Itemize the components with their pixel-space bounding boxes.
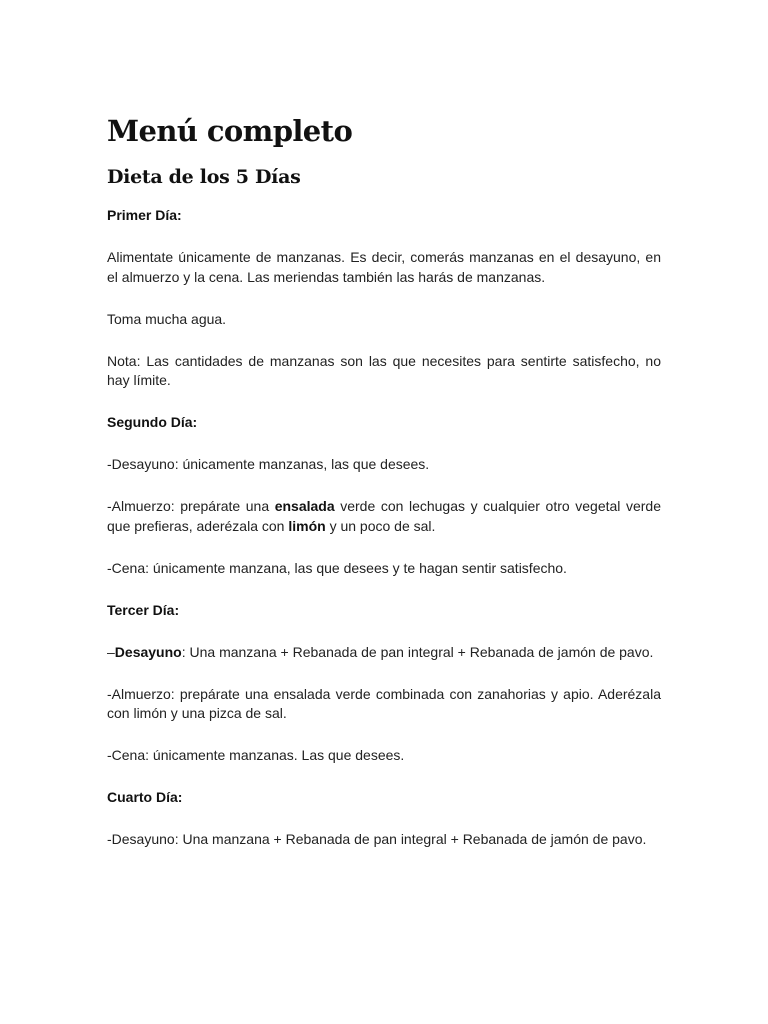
day-2-lunch [107,497,661,536]
day-3-lunch: -Almuerzo: prepárate una ensalada verde combinada con zanahorias y apio. Aderézala con limón y una pizca de sal. [107,685,661,721]
day-3-breakfast [107,643,661,663]
page-title: Menú completo [107,114,353,148]
day-2-lunch-bold-limon: limón [288,517,326,534]
diet-title: Dieta de los 5 Días [107,166,301,188]
day-2-lunch-bold-ensalada: ensalada [274,498,335,514]
day-3-breakfast-text: : Una manzana + Rebanada de pan integral + Rebanada de jamón de pavo. [181,643,654,660]
day-1-paragraph-meals: Alimentate únicamente de manzanas. Es decir, comerás manzanas en el desayuno, en el almuerzo y la cena. Las meriendas también las harás de manzanas. [107,249,661,285]
day-1-heading: Primer Día: [107,207,182,223]
day-2-breakfast: -Desayuno: únicamente manzanas, las que desees. [107,456,430,472]
day-1-paragraph-note: Nota: Las cantidades de manzanas son las que necesites para sentirte satisfecho, no hay límite. [107,352,661,388]
day-3-heading: Tercer Día: [107,601,180,618]
day-3-breakfast-dash: – [107,643,115,660]
day-2-dinner: -Cena: únicamente manzana, las que desees y te hagan sentir satisfecho. [107,559,567,576]
day-1-paragraph-water: Toma mucha agua. [107,310,227,327]
day-4-heading: Cuarto Día: [107,789,183,805]
day-2-heading: Segundo Día: [107,414,198,430]
day-2-lunch-text-1: -Almuerzo: prepárate una [107,498,275,514]
day-3-breakfast-bold: Desayuno [114,643,182,660]
day-3-dinner: -Cena: únicamente manzanas. Las que desees. [107,747,405,763]
day-4-breakfast: -Desayuno: Una manzana + Rebanada de pan integral + Rebanada de jamón de pavo. [107,831,647,847]
day-2-lunch-text-3: y un poco de sal. [325,517,436,534]
day-2-lunch-text-2: verde con lechugas y cualquier otro vegetal verde que prefieras, aderézala con [107,498,661,534]
document-page [107,112,661,872]
